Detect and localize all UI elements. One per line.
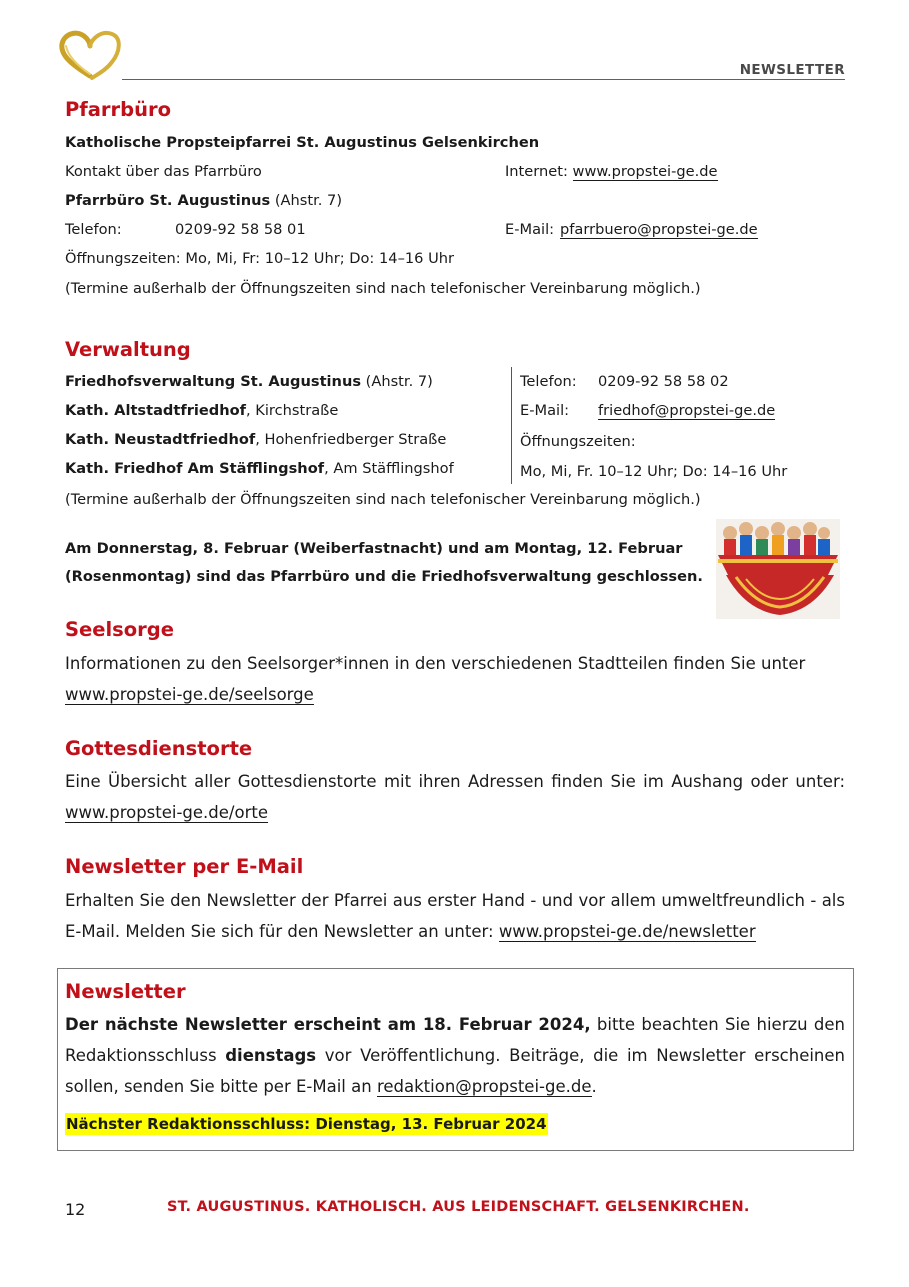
cemetery-detail: , Hohenfriedberger Straße [255,431,447,448]
office-name: Pfarrbüro St. Augustinus [65,192,271,209]
admin-email-row [598,404,775,419]
contact-text: Kontakt über das Pfarrbüro [65,163,262,180]
office-hours: Öffnungszeiten: Mo, Mi, Fr: 10–12 Uhr; Do: 14–16 Uhr [65,250,454,267]
cemetery-row [65,375,433,390]
gottesdienstorte-body: Eine Übersicht aller Gottesdienstorte mit ihren Adressen finden Sie im Aushang oder unter: [65,772,845,791]
section-title-pfarrbuero: Pfarrbüro [65,98,172,121]
deadline-highlight: Nächster Redaktionsschluss: Dienstag, 13. Februar 2024 [66,1115,547,1133]
deadline-row [65,1117,548,1132]
cemetery-row [65,404,338,419]
redaktion-email-link[interactable]: redaktion@propstei-ge.de [376,1077,592,1096]
newsletter-next-date: Der nächste Newsletter erscheint am 18. Februar 2024, [65,1015,591,1034]
admin-email-link[interactable]: friedhof@propstei-ge.de [598,402,776,419]
section-title-gottesdienstorte: Gottesdienstorte [65,737,253,760]
office-note: (Termine außerhalb der Öffnungszeiten sind nach telefonischer Vereinbarung möglich.) [65,280,701,297]
footer-slogan: ST. AUGUSTINUS. KATHOLISCH. AUS LEIDENSCHAFT. GELSENKIRCHEN. [167,1199,750,1215]
internet-label: Internet: [505,163,568,180]
cemetery-name: Kath. Altstadtfriedhof [65,402,247,419]
cemetery-row [65,462,454,477]
section-title-seelsorge: Seelsorge [65,618,174,641]
newsletter-deadline-day: dienstags [225,1046,317,1065]
email-link[interactable]: pfarrbuero@propstei-ge.de [560,221,758,238]
seelsorge-link[interactable]: www.propstei-ge.de/seelsorge [65,685,314,704]
phone-label: Telefon: [65,221,122,238]
admin-email-label: E-Mail: [520,402,570,419]
admin-hours-value: Mo, Mi, Fr. 10–12 Uhr; Do: 14–16 Uhr [520,463,788,480]
phone-value: 0209-92 58 58 01 [175,221,306,238]
gottesdienstorte-link[interactable]: www.propstei-ge.de/orte [65,803,268,822]
carnival-float-icon [716,519,840,619]
cemetery-name: Kath. Friedhof Am Stäfflingshof [65,460,325,477]
newsletter-email-text [65,885,845,947]
admin-hours-label: Öffnungszeiten: [520,433,636,450]
admin-phone-label: Telefon: [520,373,577,390]
cemetery-row [65,433,446,448]
gottesdienstorte-text [65,766,845,828]
cemetery-detail: , Kirchstraße [246,402,339,419]
page-number: 12 [65,1200,86,1219]
closure-notice-line-1: Am Donnerstag, 8. Februar (Weiberfastnacht) und am Montag, 12. Februar [65,540,683,557]
internet-link[interactable]: www.propstei-ge.de [572,163,718,180]
parish-name: Katholische Propsteipfarrei St. Augustinus Gelsenkirchen [65,134,540,151]
admin-phone-value: 0209-92 58 58 02 [598,373,729,390]
cemetery-name: Kath. Neustadtfriedhof [65,431,256,448]
cemetery-detail: (Ahstr. 7) [361,373,433,390]
newsletter-box-period: . [591,1077,597,1096]
header-rule [122,79,845,80]
heart-logo-icon [56,26,126,82]
email-label: E-Mail: [505,221,555,238]
seelsorge-text [65,648,845,710]
newsletter-box-text-a: bitte beachten Sie hierzu den Redaktionsschluss [65,1015,845,1065]
cemetery-name: Friedhofsverwaltung St. Augustinus [65,373,362,390]
internet-row [505,165,718,180]
newsletter-box-text [65,1009,845,1102]
newsletter-email-body: Erhalten Sie den Newsletter der Pfarrei aus erster Hand - und vor allem umweltfreundlich - als E-Mail. Melden Sie sich für den Newsletter an unter: [65,891,845,941]
office-address: (Ahstr. 7) [274,192,343,209]
office-row [65,194,342,209]
admin-note: (Termine außerhalb der Öffnungszeiten sind nach telefonischer Vereinbarung möglich.) [65,491,701,508]
cemetery-detail: , Am Stäfflingshof [324,460,454,477]
seelsorge-body: Informationen zu den Seelsorger*innen in den verschiedenen Stadtteilen finden Sie unter [65,654,806,673]
closure-notice-line-2: (Rosenmontag) sind das Pfarrbüro und die Friedhofsverwaltung geschlossen. [65,568,703,585]
column-divider [511,367,512,484]
section-title-verwaltung: Verwaltung [65,338,191,361]
email-row [560,223,758,238]
newsletter-signup-link[interactable]: www.propstei-ge.de/newsletter [498,922,756,941]
newsletter-box-text-b: vor Veröffentlichung. Beiträge, die im Newsletter erscheinen sollen, senden Sie bitte per E-Mail an [65,1046,845,1096]
section-title-newsletter-email: Newsletter per E-Mail [65,855,304,878]
header-label: NEWSLETTER [739,62,845,78]
newsletter-box-title: Newsletter [65,980,186,1003]
